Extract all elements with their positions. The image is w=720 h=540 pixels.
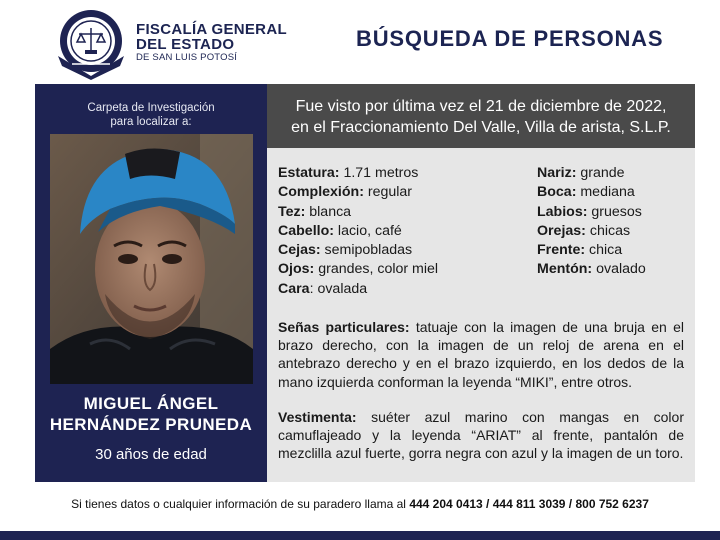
attr-frente: Frente: chica: [537, 242, 623, 259]
attr-ojos: Ojos: grandes, color miel: [278, 261, 439, 278]
carpeta-text: [35, 101, 267, 129]
org-name-line2: DEL ESTADO: [136, 36, 235, 53]
carpeta-line1: Carpeta de Investigación: [87, 102, 215, 114]
details-panel: [267, 148, 695, 482]
state-seal-icon: [52, 6, 130, 80]
last-seen-line2: en el Fraccionamiento Del Valle, Villa de arista, S.L.P.: [291, 119, 671, 136]
attr-menton: Mentón: ovalado: [537, 261, 646, 278]
attr-labios: Labios: gruesos: [537, 203, 642, 220]
last-seen-banner: [267, 84, 695, 148]
org-name-line1: FISCALÍA GENERAL: [136, 21, 287, 38]
person-panel: [35, 84, 267, 482]
person-photo: [50, 134, 253, 384]
contact-footer: [0, 497, 720, 511]
footer-phones: 444 204 0413 / 444 811 3039 / 800 752 6237: [409, 497, 649, 511]
attributes-right: [537, 164, 646, 280]
attr-tez: Tez: blanca: [278, 203, 352, 220]
vestimenta: Vestimenta: suéter azul marino con mangas en color camuflajeado y la leyenda “ARIAT” al frente, pantalón de mezclilla azul fuerte, gorra negra con azul y la imagen de un toro.: [278, 409, 684, 462]
page-title: BÚSQUEDA DE PERSONAS: [356, 26, 664, 51]
org-name: [136, 22, 287, 64]
senas-particulares: Señas particulares: tatuaje con la imagen de una bruja en el brazo derecho, con la imagen de un reloj de arena en el antebrazo derecho y en el brazo izquierdo, en los dedos de la mano izquierda conforman la leyenda “MIKI”, entre otros.: [278, 319, 684, 390]
attr-cejas: Cejas: semipobladas: [278, 242, 413, 259]
attr-complexion: Complexión: regular: [278, 184, 413, 201]
org-name-line3: DE SAN LUIS POTOSÍ: [136, 52, 238, 63]
footer-text: Si tienes datos o cualquier información de su paradero llama al: [71, 497, 410, 511]
person-name-line1: MIGUEL ÁNGEL: [83, 394, 219, 413]
person-photo-illustration: [50, 134, 253, 384]
person-age: 30 años de edad: [95, 446, 207, 463]
bottom-bar: [0, 531, 720, 540]
attr-boca: Boca: mediana: [537, 184, 635, 201]
header: [0, 0, 720, 84]
attributes-left: [278, 164, 438, 299]
last-seen-line1: Fue visto por última vez el 21 de diciembre de 2022,: [295, 98, 667, 115]
attr-estatura: Estatura: 1.71 metros: [278, 165, 419, 181]
carpeta-line2: para localizar a:: [110, 116, 192, 128]
attr-cabello: Cabello: lacio, café: [278, 222, 402, 239]
person-name-line2: HERNÁNDEZ PRUNEDA: [49, 415, 253, 434]
attr-cara: Cara: ovalada: [278, 280, 368, 297]
attr-nariz: Nariz: grande: [537, 165, 625, 181]
attr-orejas: Orejas: chicas: [537, 222, 631, 239]
person-name: [35, 393, 267, 435]
